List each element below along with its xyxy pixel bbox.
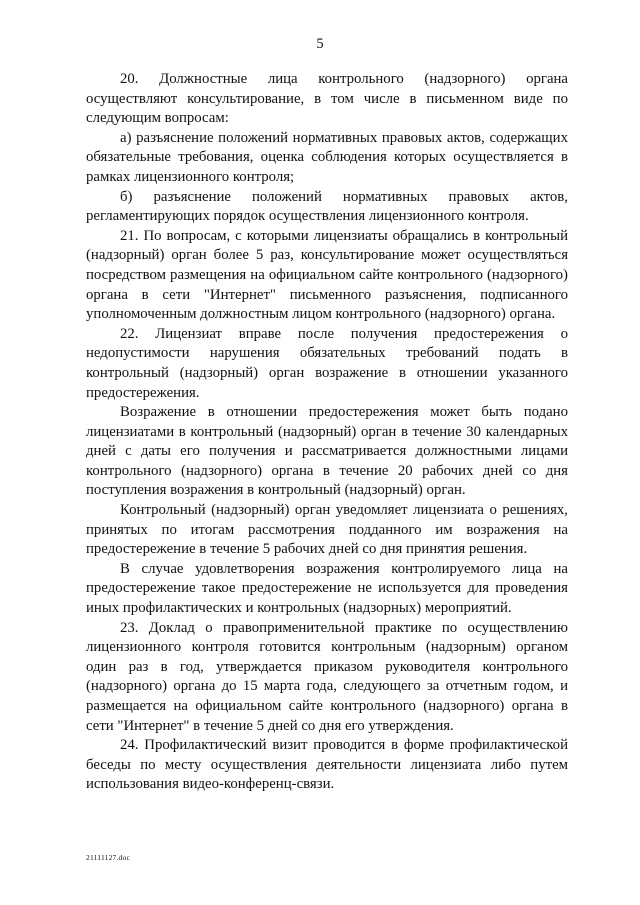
paragraph-20-item-b: б) разъяснение положений нормативных правовых актов, регламентирующих порядок осуществления лицензионного контроля. <box>86 188 568 225</box>
paragraph-20-item-a: а) разъяснение положений нормативных правовых актов, содержащих обязательные требования, оценка соблюдения которых осуществляется в рамках лицензионного контроля; <box>86 129 568 185</box>
page-number: 5 <box>316 36 324 52</box>
paragraph-23: 23. Доклад о правоприменительной практике по осуществлению лицензионного контроля готовится контрольным (надзорным) органом один раз в год, утверждается приказом руководителя контрольного (надзорного) органа до 15 марта года, следующего за отчетным годом, и размещается на официальном сайте контрольного (надзорного) органа в сети "Интернет" в течение 5 дней со дня его утверждения. <box>86 619 568 734</box>
paragraph-20: 20. Должностные лица контрольного (надзорного) органа осуществляют консультирование, в том числе в письменном виде по следующим вопросам: <box>86 71 568 127</box>
paragraph-22: 22. Лицензиат вправе после получения предостережения о недопустимости нарушения обязательных требований подать в контрольный (надзорный) орган возражение в отношении указанного предостережения. <box>86 325 568 401</box>
document-body <box>86 70 568 795</box>
footer-file-code: 21111127.doc <box>86 853 130 862</box>
paragraph-22-objection: Возражение в отношении предостережения может быть подано лицензиатами в контрольный (надзорный) орган в течение 30 календарных дней с даты его получения и рассматривается должностными лицами контрольного (надзорного) органа в течение 20 рабочих дней со дня поступления возражения в контрольный (надзорный) орган. <box>86 404 568 499</box>
paragraph-24: 24. Профилактический визит проводится в форме профилактической беседы по месту осуществления деятельности лицензиата либо путем использования видео-конференц-связи. <box>86 737 568 793</box>
paragraph-21: 21. По вопросам, с которыми лицензиаты обращались в контрольный (надзорный) орган более 5 раз, консультирование может осуществляться посредством размещения на официальном сайте контрольного (надзорного) органа в сети "Интернет" письменного разъяснения, подписанного уполномоченным должностным лицом контрольного (надзорного) органа. <box>86 227 568 323</box>
paragraph-22-notification: Контрольный (надзорный) орган уведомляет лицензиата о решениях, принятых по итогам рассмотрения подданного им возражения на предостережение в течение 5 рабочих дней со дня принятия решения. <box>86 502 568 558</box>
paragraph-22-satisfaction: В случае удовлетворения возражения контролируемого лица на предостережение такое предостережение не используется для проведения иных профилактических и контрольных (надзорных) мероприятий. <box>86 560 568 617</box>
